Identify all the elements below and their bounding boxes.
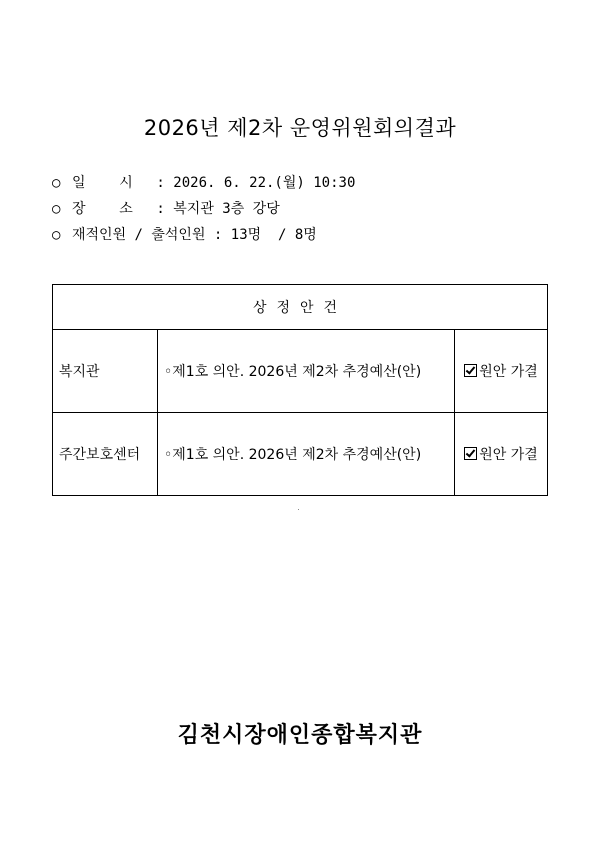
checked-box-icon	[464, 447, 477, 460]
attendance-label: 재적인원 / 출석인원	[72, 227, 206, 243]
place-value: : 복지관 3층 강당	[148, 201, 280, 217]
bullet-icon: ○	[52, 201, 61, 217]
org-cell: 복지관	[53, 330, 158, 413]
result-cell	[455, 413, 548, 496]
attendance-value: : 13명 / 8명	[205, 227, 317, 243]
result-cell	[455, 330, 548, 413]
table-header: 상정안건	[53, 285, 548, 330]
agenda-table	[52, 284, 548, 496]
date-value: : 2026. 6. 22.(월) 10:30	[148, 175, 356, 191]
info-place-row	[52, 198, 355, 224]
bullet-icon: ○	[52, 175, 61, 191]
meeting-info	[52, 172, 355, 250]
checked-box-icon	[464, 364, 477, 377]
agenda-item-cell: ◦제1호 의안. 2026년 제2차 추경예산(안)	[158, 330, 455, 413]
info-attendance-row	[52, 224, 355, 250]
page-title: 2026년 제2차 운영위원회의결과	[143, 116, 457, 140]
info-date-row	[52, 172, 355, 198]
organization-name: 김천시장애인종합복지관	[177, 723, 423, 748]
table-header-row	[53, 285, 548, 330]
result-text: 원안 가결	[479, 447, 538, 463]
org-cell: 주간보호센터	[53, 413, 158, 496]
stray-dot	[298, 509, 299, 510]
result-text: 원안 가결	[479, 364, 538, 380]
date-label: 일 시	[72, 175, 133, 191]
agenda-item-cell: ◦제1호 의안. 2026년 제2차 추경예산(안)	[158, 413, 455, 496]
bullet-icon: ○	[52, 227, 61, 243]
table-row	[53, 330, 548, 413]
table-row	[53, 413, 548, 496]
place-label: 장 소	[72, 201, 133, 217]
